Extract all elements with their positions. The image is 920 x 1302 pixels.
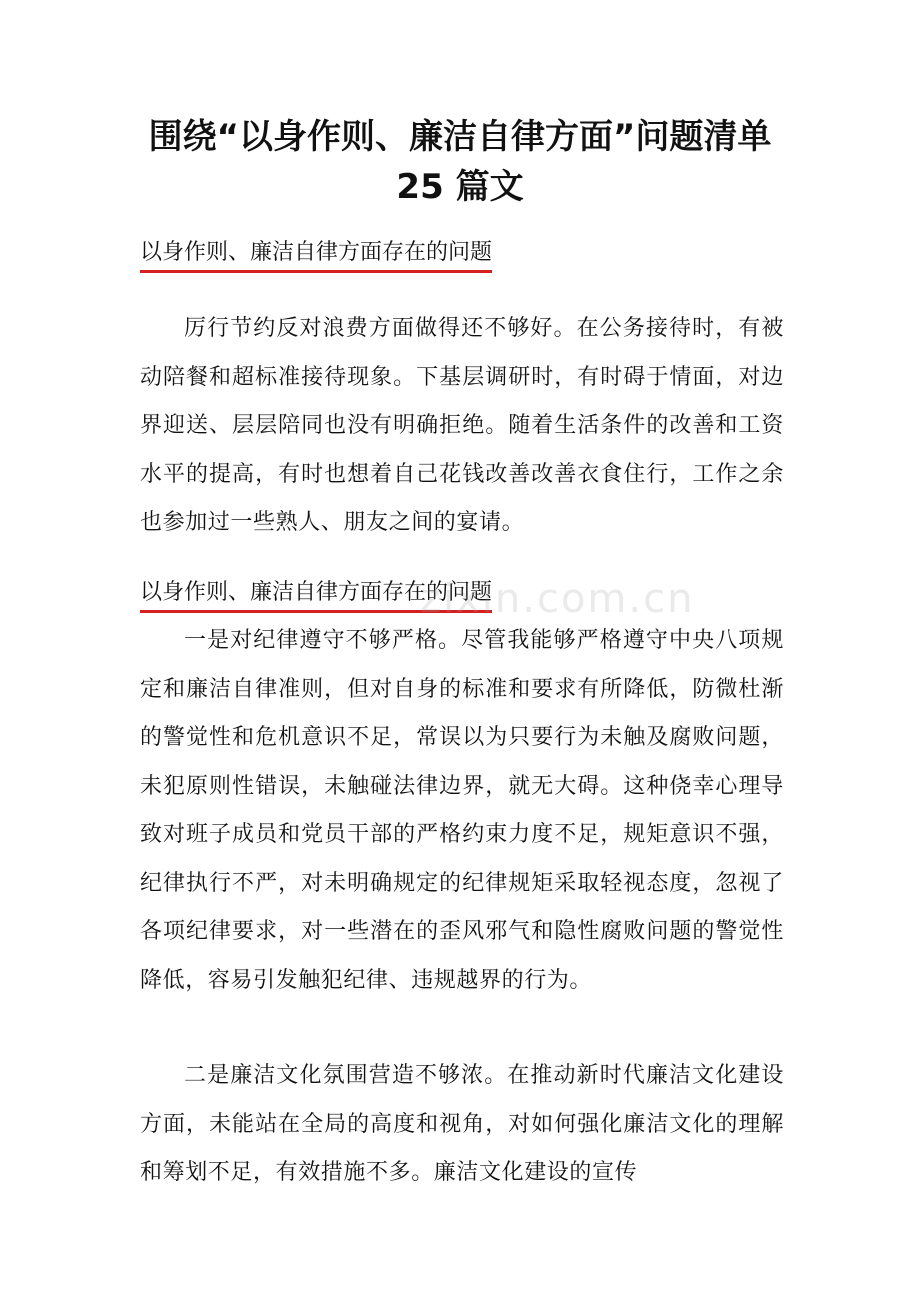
section-2-paragraph-2: 二是廉洁文化氛围营造不够浓。在推动新时代廉洁文化建设方面，未能站在全局的高度和视角，对如何强化廉洁文化的理解和筹划不足，有效措施不多。廉洁文化建设的宣传 (140, 1063, 784, 1185)
title-line-1: 围绕“以身作则、廉洁自律方面”问题清单 (148, 117, 772, 157)
watermark-text: zixin.com.cn (420, 576, 695, 622)
section-2-paragraph-1: 一是对纪律遵守不够严格。尽管我能够严格遵守中央八项规定和廉洁自律准则，但对自身的标准和要求有所降低，防微杜渐的警觉性和危机意识不足，常误以为只要行为未触及腐败问题，未犯原则性错误，未触碰法律边界，就无大碍。这种侥幸心理导致对班子成员和党员干部的严格约束力度不足，规矩意识不强，纪律执行不严，对未明确规定的纪律规矩采取轻视态度，忽视了各项纪律要求，对一些潜在的歪风邪气和隐性腐败问题的警觉性降低，容易引发触犯纪律、违规越界的行为。 (140, 628, 784, 993)
title-line-2: 25 篇文 (396, 167, 524, 207)
section-1-paragraph: 厉行节约反对浪费方面做得还不够好。在公务接待时，有被动陪餐和超标准接待现象。下基层调研时，有时碍于情面，对边界迎送、层层陪同也没有明确拒绝。随着生活条件的改善和工资水平的提高，有时也想着自己花钱改善改善衣食住行，工作之余也参加过一些熟人、朋友之间的宴请。 (140, 316, 784, 535)
section-heading-1: 以身作则、廉洁自律方面存在的问题 (140, 238, 492, 273)
section-heading-2: 以身作则、廉洁自律方面存在的问题 (140, 578, 492, 613)
document-title (100, 112, 820, 212)
